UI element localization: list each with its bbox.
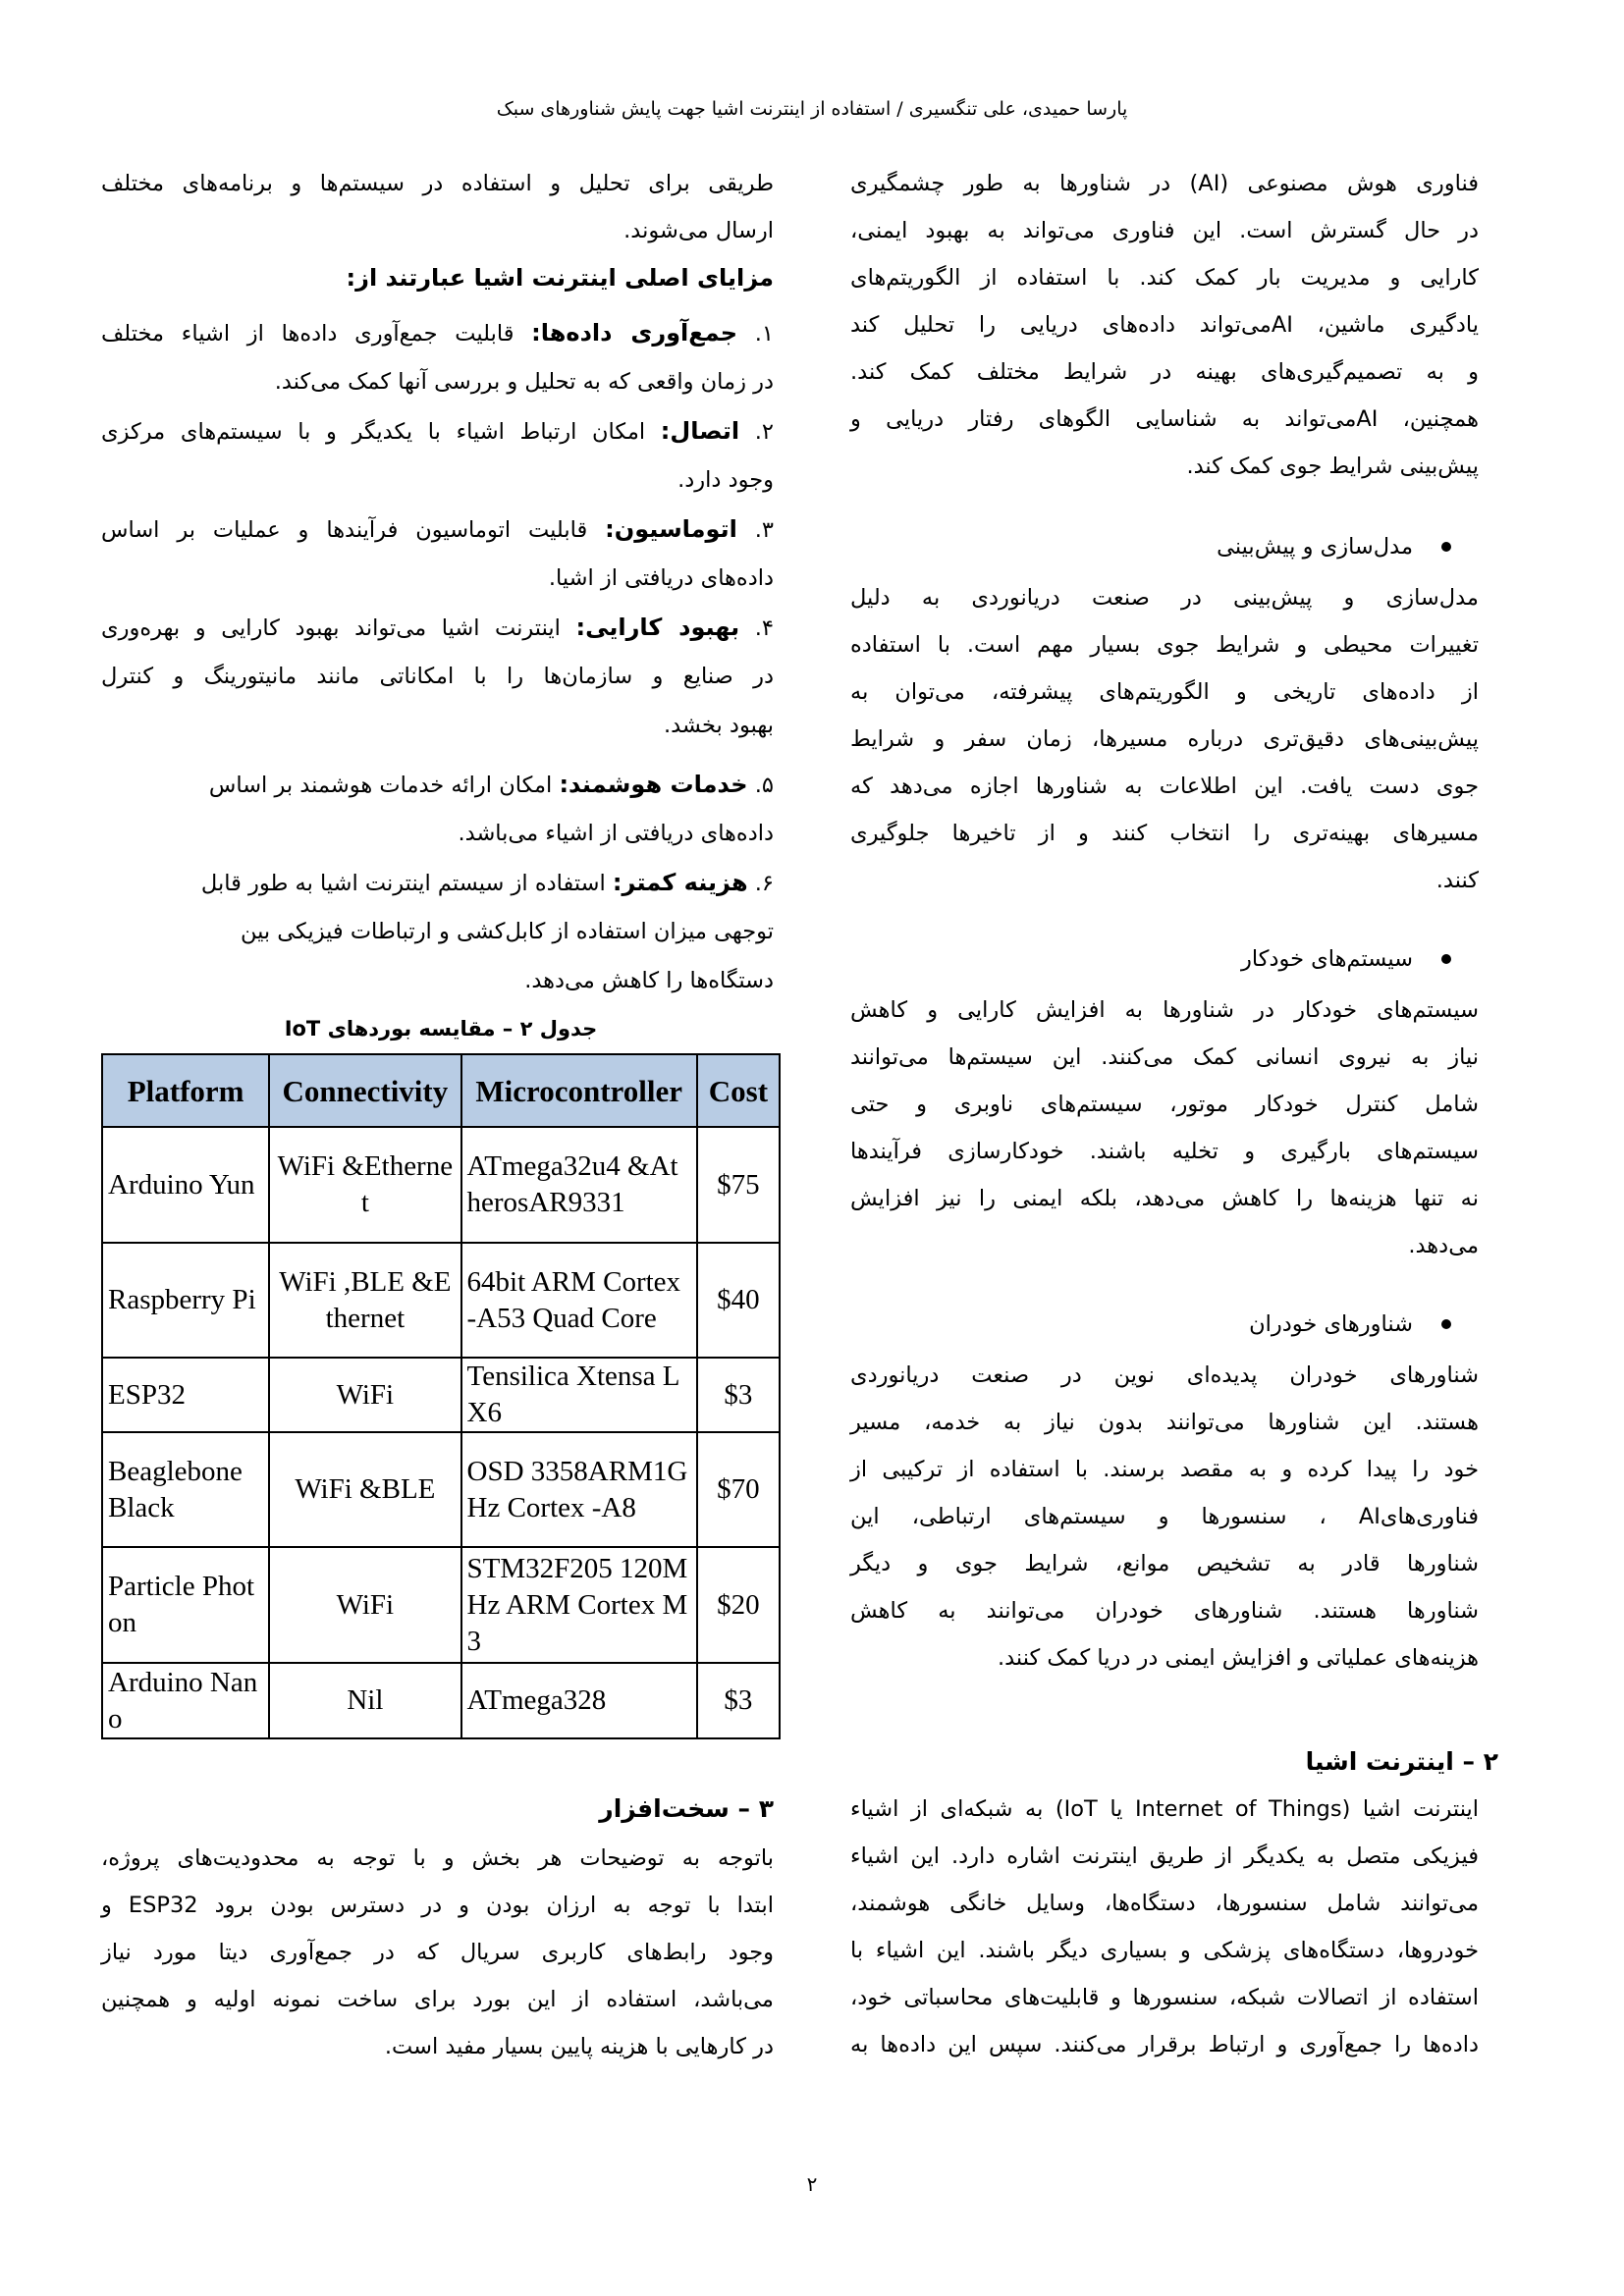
paragraph-line: نیاز به نیروی انسانی کمک می‌کنند. این سیستم‌ها می‌توانند bbox=[850, 1044, 1479, 1070]
table-row bbox=[102, 1243, 780, 1358]
cell-microcontroller: ATmega32u4 &AtherosAR9331 bbox=[461, 1127, 697, 1243]
paragraph-line: مسیرهای بهینه‌تری را انتخاب کنند و از تاخیرها جلوگیری bbox=[850, 821, 1479, 846]
benefit-number: ۳. bbox=[736, 517, 774, 543]
cell-connectivity: WiFi &BLE bbox=[269, 1432, 460, 1547]
benefit-number: ۵. bbox=[747, 773, 774, 798]
cell-platform: Beaglebone Black bbox=[102, 1432, 269, 1547]
paragraph-line: ابتدا با توجه به ارزان بودن و در دسترس بودن برود ESP32 و bbox=[101, 1893, 774, 1918]
cell-cost: $40 bbox=[697, 1243, 780, 1358]
paragraph-line: وجود دارد. bbox=[677, 467, 774, 493]
paragraph-line: وجود رابط‌های کاربری سریال که در جمع‌آوری دیتا مورد نیاز bbox=[101, 1940, 774, 1965]
cell-cost: $75 bbox=[697, 1127, 780, 1243]
paragraph-line: هستند. این شناورها می‌توانند بدون نیاز به خدمه، مسیر bbox=[850, 1410, 1479, 1435]
cell-cost: $20 bbox=[697, 1547, 780, 1663]
benefit-number: ۶. bbox=[747, 871, 774, 896]
benefit-title: بهبود کارایی: bbox=[575, 614, 740, 641]
bullet-heading: سیستم‌های خودکار bbox=[1241, 946, 1413, 972]
cell-microcontroller: OSD 3358ARM1GHz Cortex -A8 bbox=[461, 1432, 697, 1547]
paragraph-line: طریقی برای تحلیل و استفاده در سیستم‌ها و برنامه‌های مختلف bbox=[101, 171, 774, 196]
benefit-number: ۱. bbox=[737, 321, 774, 347]
header-platform: Platform bbox=[102, 1054, 269, 1127]
header-connectivity: Connectivity bbox=[269, 1054, 460, 1127]
benefit-number: ۴. bbox=[739, 615, 774, 641]
paragraph-line: می‌توانند شامل سنسورها، دستگاه‌ها، وسایل خانگی هوشمند، bbox=[850, 1891, 1479, 1916]
cell-connectivity: WiFi bbox=[269, 1547, 460, 1663]
paragraph-line: شامل کنترل خودکار موتور، سیستم‌های ناوبری و حتی bbox=[850, 1092, 1479, 1117]
paragraph-line: در حال گسترش است. این فناوری می‌تواند به بهبود ایمنی، bbox=[850, 218, 1479, 243]
benefit-text: امکان ارتباط اشیاء با یکدیگر و با سیستم‌های مرکزی bbox=[101, 419, 661, 445]
paragraph-line: باتوجه به توضیحات هر بخش و با توجه به محدودیت‌های پروژه، bbox=[101, 1845, 774, 1871]
cell-platform: Raspberry Pi bbox=[102, 1243, 269, 1358]
benefit-number: ۲. bbox=[739, 419, 774, 445]
benefit-title: اتوماسیون: bbox=[605, 515, 737, 543]
paragraph-line: داده‌ها را جمع‌آوری و ارتباط برقرار می‌کنند. سپس این داده‌ها به bbox=[850, 2032, 1479, 2057]
benefit-text: قابلیت جمع‌آوری داده‌ها از اشیاء مختلف bbox=[101, 321, 532, 347]
benefits-heading: مزایای اصلی اینترنت اشیا عبارتند از: bbox=[346, 264, 774, 292]
paragraph-line: در صنایع و سازمان‌ها را با امکاناتی مانند مانیتورینگ و کنترل bbox=[101, 664, 774, 689]
cell-platform: Particle Photon bbox=[102, 1547, 269, 1663]
cell-microcontroller: ATmega328 bbox=[461, 1663, 697, 1738]
cell-platform: ESP32 bbox=[102, 1358, 269, 1432]
benefit-text: امکان ارائه خدمات هوشمند بر اساس bbox=[208, 773, 560, 798]
bullet-heading: شناورهای خودران bbox=[1249, 1311, 1413, 1337]
header-cost: Cost bbox=[697, 1054, 780, 1127]
cell-microcontroller: Tensilica Xtensa LX6 bbox=[461, 1358, 697, 1432]
paragraph-line: توجهی میزان استفاده از کابل‌کشی و ارتباطات فیزیکی بین bbox=[240, 919, 774, 944]
paragraph-line: اینترنت اشیا (Internet of Things یا IoT) به شبکه‌ای از اشیاء bbox=[850, 1796, 1479, 1822]
table-row bbox=[102, 1663, 780, 1738]
bullet-icon bbox=[1441, 954, 1451, 964]
paragraph-line: جوی دست یافت. این اطلاعات به شناورها اجازه می‌دهد که bbox=[850, 774, 1479, 799]
benefit-item bbox=[101, 611, 774, 645]
section-heading: ۲ – اینترنت اشیا bbox=[1305, 1747, 1498, 1776]
cell-cost: $70 bbox=[697, 1432, 780, 1547]
cell-connectivity: WiFi bbox=[269, 1358, 460, 1432]
paragraph-line: فیزیکی متصل به یکدیگر از طریق اینترنت اشاره دارد. این اشیاء bbox=[850, 1843, 1479, 1869]
section-heading: ۳ – سخت‌افزار bbox=[599, 1794, 774, 1823]
bullet-heading: مدل‌سازی و پیش‌بینی bbox=[1217, 534, 1413, 560]
paragraph-line: کنند. bbox=[1435, 868, 1479, 893]
cell-connectivity: WiFi ,BLE &Ethernet bbox=[269, 1243, 460, 1358]
paragraph-line: و به تصمیم‌گیری‌های بهینه در شرایط مختلف کمک کند. bbox=[850, 359, 1479, 385]
paragraph-line: دستگاه‌ها را کاهش می‌دهد. bbox=[524, 968, 774, 993]
paragraph-line: می‌دهد. bbox=[1408, 1233, 1479, 1258]
benefit-text: استفاده از سیستم اینترنت اشیا به طور قابل bbox=[200, 871, 613, 896]
bullet-icon bbox=[1441, 1319, 1451, 1329]
paragraph-line: پیش‌بینی شرایط جوی کمک کند. bbox=[1186, 454, 1479, 479]
table-row bbox=[102, 1358, 780, 1432]
paragraph-line: مدل‌سازی و پیش‌بینی در صنعت دریانوردی به دلیل bbox=[850, 585, 1479, 611]
bullet-icon bbox=[1441, 542, 1451, 552]
benefit-title: هزینه کمتر: bbox=[612, 869, 748, 896]
table-header-row bbox=[102, 1054, 780, 1127]
page-number: ۲ bbox=[806, 2172, 818, 2196]
benefit-item bbox=[101, 768, 774, 802]
paragraph-line: همچنین، AIمی‌تواند به شناسایی الگوهای رفتار دریایی و bbox=[850, 406, 1479, 432]
paragraph-line: کارایی و مدیریت بار کمک کند. با استفاده از الگوریتم‌های bbox=[850, 265, 1479, 291]
cell-microcontroller: 64bit ARM Cortex -A53 Quad Core bbox=[461, 1243, 697, 1358]
benefit-title: جمع‌آوری داده‌ها: bbox=[531, 319, 738, 347]
paragraph-line: استفاده از اتصالات شبکه، سنسورها و قابلیت‌های محاسباتی خود، bbox=[850, 1985, 1479, 2010]
cell-microcontroller: STM32F205 120MHz ARM Cortex M3 bbox=[461, 1547, 697, 1663]
paragraph-line: هزینه‌های عملیاتی و افزایش ایمنی در دریا کمک کنند. bbox=[997, 1645, 1479, 1671]
table-row bbox=[102, 1547, 780, 1663]
iot-boards-table bbox=[101, 1053, 781, 1739]
benefit-title: خدمات هوشمند: bbox=[559, 771, 748, 798]
benefit-text: قابلیت اتوماسیون فرآیندها و عملیات بر اساس bbox=[101, 517, 606, 543]
paragraph-line: شناورهای خودران پدیده‌ای نوین در صنعت دریانوردی bbox=[850, 1362, 1479, 1388]
cell-platform: Arduino Yun bbox=[102, 1127, 269, 1243]
cell-platform: Arduino Nano bbox=[102, 1663, 269, 1738]
paragraph-line: در زمان واقعی که به تحلیل و بررسی آنها کمک می‌کند. bbox=[274, 369, 774, 395]
running-header: پارسا حمیدی، علی تنگسیری / استفاده از اینترنت اشیا جهت پایش شناورهای سبک bbox=[496, 98, 1128, 120]
benefit-item bbox=[101, 512, 774, 547]
paragraph-line: ارسال می‌شوند. bbox=[623, 218, 774, 243]
paragraph-line: نه تنها هزینه‌ها را کاهش می‌دهد، بلکه ایمنی را نیز افزایش bbox=[850, 1186, 1479, 1211]
benefit-item bbox=[101, 316, 774, 350]
paragraph-line: خودروها، دستگاه‌های پزشکی و بسیاری دیگر باشند. این اشیاء با bbox=[850, 1938, 1479, 1963]
paragraph-line: پیش‌بینی‌های دقیق‌تری درباره مسیرها، زمان سفر و شرایط bbox=[850, 726, 1479, 752]
table-caption: جدول ۲ – مقایسه بوردهای IoT bbox=[284, 1017, 598, 1041]
paragraph-line: تغییرات محیطی و شرایط جوی بسیار مهم است. با استفاده bbox=[850, 632, 1479, 658]
cell-cost: $3 bbox=[697, 1663, 780, 1738]
table-row bbox=[102, 1432, 780, 1547]
benefit-item bbox=[101, 414, 774, 449]
paragraph-line: فناوری‌هایAI ، سنسورها و سیستم‌های ارتباطی، این bbox=[850, 1504, 1479, 1529]
paragraph-line: داده‌های دریافتی از اشیاء می‌باشد. bbox=[458, 821, 774, 846]
paragraph-line: سیستم‌های خودکار در شناورها به افزایش کارایی و کاهش bbox=[850, 997, 1479, 1023]
cell-cost: $3 bbox=[697, 1358, 780, 1432]
benefit-item bbox=[101, 866, 774, 900]
table-row bbox=[102, 1127, 780, 1243]
cell-connectivity: WiFi &Ethernet bbox=[269, 1127, 460, 1243]
paragraph-line: یادگیری ماشین، AIمی‌تواند داده‌های دریایی را تحلیل کند bbox=[850, 312, 1479, 338]
paragraph-line: خود را پیدا کرده و به مقصد برسند. با استفاده از ترکیبی از bbox=[850, 1457, 1479, 1482]
benefit-title: اتصال: bbox=[660, 417, 740, 445]
paragraph-line: در کارهایی با هزینه پایین بسیار مفید است. bbox=[384, 2034, 774, 2059]
header-microcontroller: Microcontroller bbox=[461, 1054, 697, 1127]
cell-connectivity: Nil bbox=[269, 1663, 460, 1738]
paragraph-line: بهبود بخشد. bbox=[663, 713, 774, 738]
paragraph-line: شناورها قادر به تشخیص موانع، شرایط جوی و دیگر bbox=[850, 1551, 1479, 1576]
paragraph-line: شناورها هستند. شناورهای خودران می‌توانند به کاهش bbox=[850, 1598, 1479, 1624]
paragraph-line: فناوری هوش مصنوعی (AI) در شناورها به طور چشمگیری bbox=[850, 171, 1479, 196]
paragraph-line: داده‌های دریافتی از اشیا. bbox=[548, 565, 774, 591]
paragraph-line: سیستم‌های بارگیری و تخلیه باشند. خودکارسازی فرآیندها bbox=[850, 1139, 1479, 1164]
paragraph-line: می‌باشد، استفاده از این بورد برای ساخت نمونه اولیه و همچنین bbox=[101, 1987, 774, 2012]
benefit-text: اینترنت اشیا می‌تواند بهبود کارایی و بهره‌وری bbox=[101, 615, 576, 641]
paragraph-line: از داده‌های تاریخی و الگوریتم‌های پیشرفته، می‌توان به bbox=[850, 679, 1479, 705]
